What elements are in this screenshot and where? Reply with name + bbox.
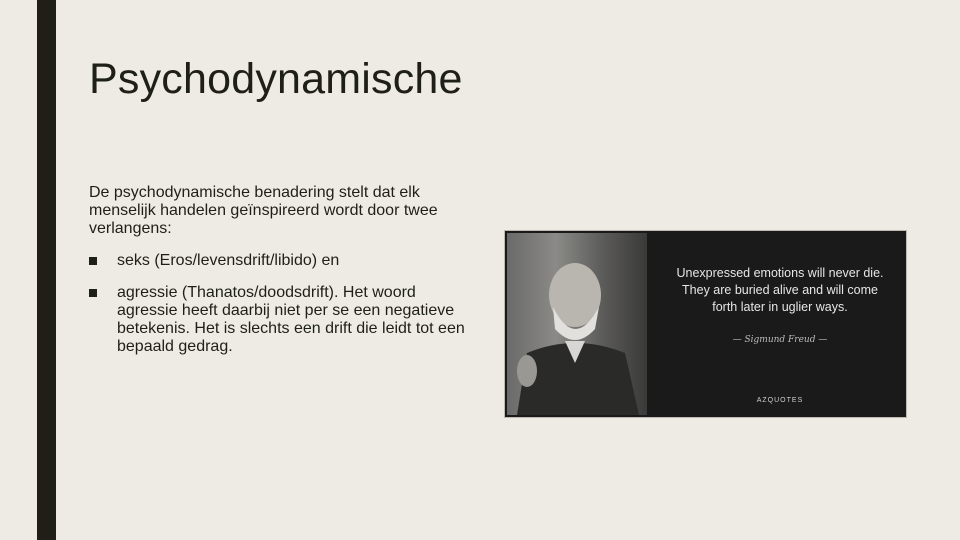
bullet-list bbox=[89, 252, 479, 356]
bullet-item bbox=[89, 284, 479, 356]
square-bullet-icon bbox=[89, 257, 97, 265]
quote-author: — Sigmund Freud — bbox=[732, 335, 828, 345]
accent-bar bbox=[37, 0, 56, 540]
square-bullet-icon bbox=[89, 289, 97, 297]
freud-portrait-photo bbox=[507, 233, 647, 415]
slide-title: Psychodynamische bbox=[89, 55, 463, 103]
intro-text: De psychodynamische benadering stelt dat elk menselijk handelen geïnspireerd wordt door twee verlangens: bbox=[89, 184, 438, 237]
bullet-text: seks (Eros/levensdrift/libido) en bbox=[117, 252, 340, 269]
quote-text: Unexpressed emotions will never die. They are buried alive and will come forth later in uglier ways. bbox=[676, 266, 884, 314]
azquotes-logo: AZQUOTES bbox=[756, 397, 804, 404]
bullet-item bbox=[89, 252, 479, 270]
portrait-silhouette-icon bbox=[507, 233, 647, 415]
bullet-text: agressie (Thanatos/doodsdrift). Het woord agressie heeft daarbij niet per se een negatieve betekenis. Het is slechts een drift die leidt tot een bepaald gedrag. bbox=[117, 284, 465, 355]
freud-quote-image bbox=[504, 230, 907, 418]
slide-body bbox=[89, 184, 479, 370]
